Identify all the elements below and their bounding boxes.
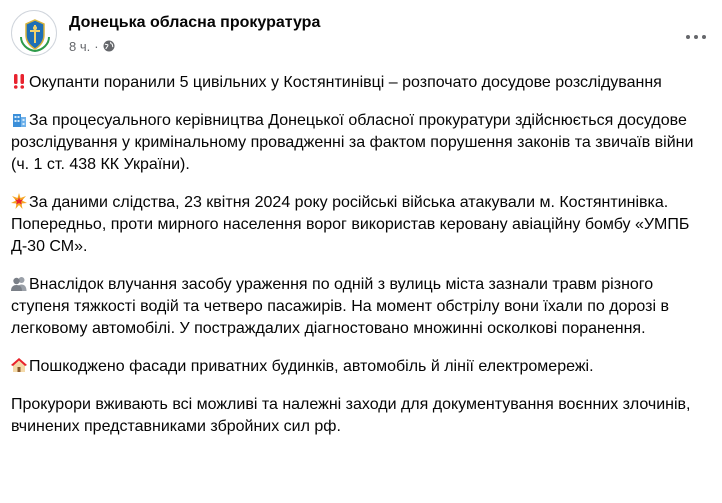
post-paragraph	[11, 72, 711, 94]
post-paragraph	[11, 110, 711, 176]
paragraph-text: За даними слідства, 23 квітня 2024 року російські війська атакували м. Костянтинівка. Попередньо, проти мирного населення ворог використав керовану авіаційну бомбу «УМПБ Д-30 СМ».	[11, 194, 690, 255]
paragraph-text: Пошкоджено фасади приватних будинків, автомобіль й лінії електромережі.	[29, 358, 594, 375]
paragraph-text: Внаслідок влучання засобу ураження по одній з вулиць міста зазнали травм різного ступеня тяжкості водій та четверо пасажирів. На момент обстрілу вони їхали по дорозі в легковому автомобілі. У постраждалих діагностовано множинні осколкові поранення.	[11, 276, 669, 337]
explosion-icon	[11, 193, 27, 209]
post-paragraph	[11, 274, 711, 340]
post-paragraph	[11, 394, 711, 438]
post-body	[11, 72, 711, 454]
office-building-icon	[11, 111, 27, 127]
globe-icon[interactable]	[103, 40, 115, 52]
page-name[interactable]: Донецька обласна прокуратура	[69, 14, 321, 31]
post-meta	[69, 37, 115, 55]
prosecutor-emblem-icon	[12, 11, 57, 56]
post-paragraph	[11, 356, 711, 378]
more-horizontal-icon[interactable]	[678, 27, 714, 47]
avatar[interactable]	[11, 10, 57, 56]
people-silhouette-icon	[11, 275, 27, 291]
double-exclamation-icon	[11, 73, 27, 89]
paragraph-text: За процесуального керівництва Донецької обласної прокуратури здійснюється досудове розслідування у кримінальному провадженні за фактом порушення законів та звичаїв війни (ч. 1 ст. 438 КК України).	[11, 112, 694, 173]
paragraph-text: Окупанти поранили 5 цивільних у Костянтинівці – розпочато досудове розслідування	[29, 74, 662, 91]
post-header	[11, 10, 711, 58]
paragraph-text: Прокурори вживають всі можливі та належні заходи для документування воєнних злочинів, вчинених представниками збройних сил рф.	[11, 396, 691, 435]
house-icon	[11, 357, 27, 373]
post-timestamp[interactable]: 8 ч.	[69, 38, 91, 54]
post-paragraph	[11, 192, 711, 258]
meta-separator: ·	[94, 38, 99, 54]
